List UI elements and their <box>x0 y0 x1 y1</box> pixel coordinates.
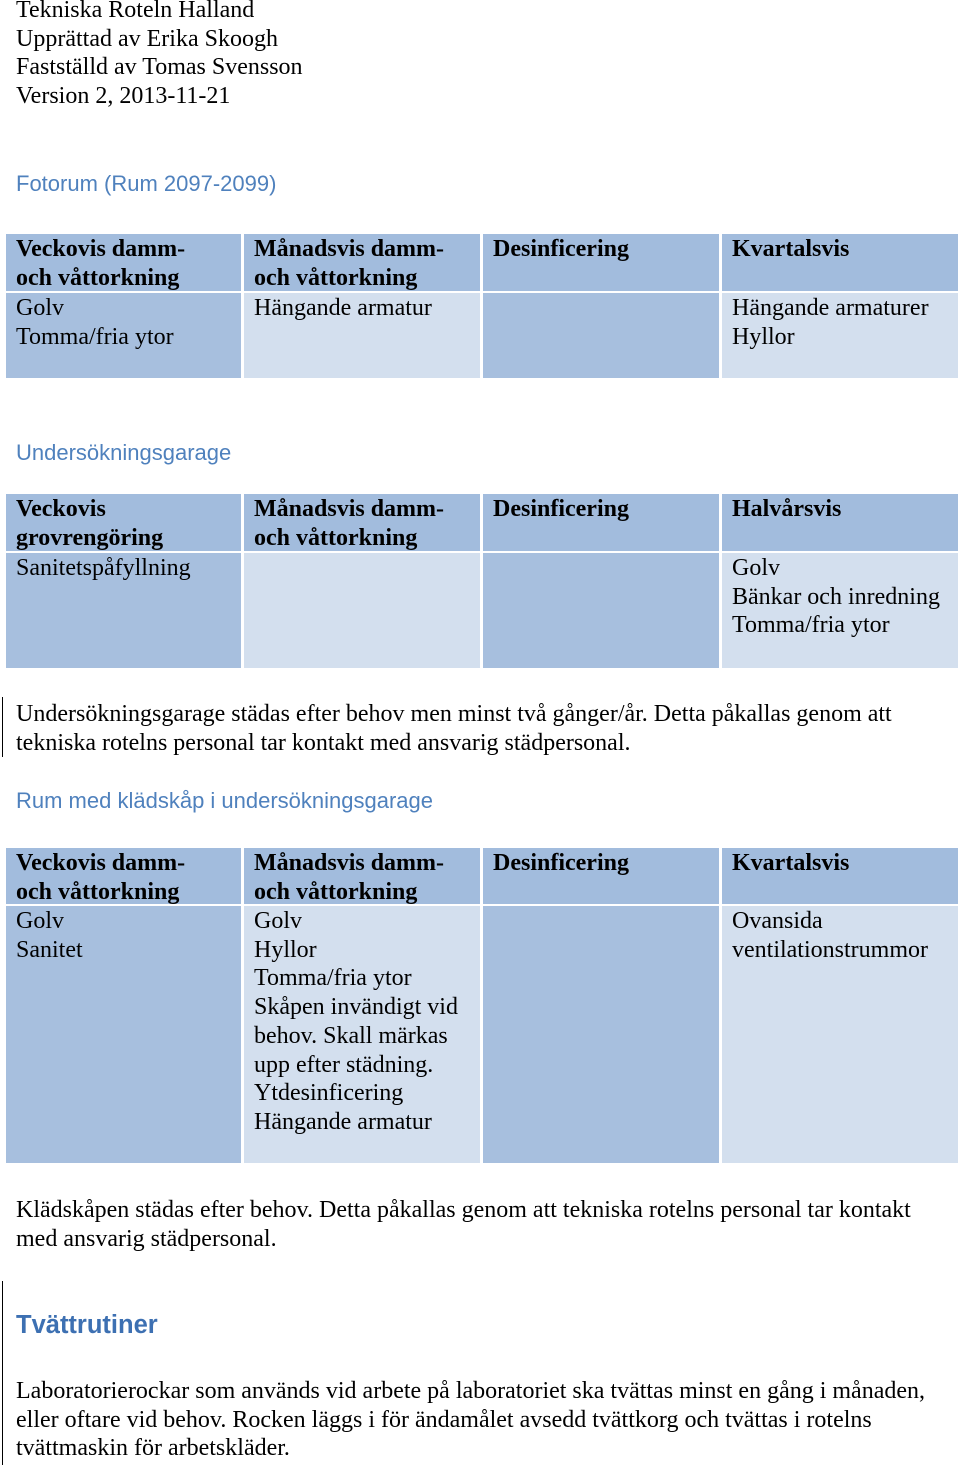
header-cell-disinfection <box>483 494 719 551</box>
cell-line: Golv <box>732 555 780 581</box>
cell-line: Hyllor <box>732 323 795 350</box>
cell-line: grovrengöring <box>16 524 164 551</box>
fotorum-cleaning-table <box>6 234 958 378</box>
cell-line: Hängande armatur <box>254 1108 432 1135</box>
header-cell-quarterly <box>722 234 958 291</box>
cell-line: och våttorkning <box>254 524 418 551</box>
cell-line: Månadsvis damm- <box>254 850 445 876</box>
cell-line: Hängande armaturer <box>732 295 929 321</box>
cell-line: Bänkar och inredning <box>732 583 940 610</box>
body-cell-weekly <box>6 553 241 668</box>
locker-room-cleaning-table <box>6 848 958 1163</box>
prepared-by: Upprättad av Erika Skoogh <box>16 25 278 52</box>
cell-line: Desinficering <box>493 850 629 876</box>
body-cell-quarterly <box>722 293 958 378</box>
paragraph-line: med ansvarig städpersonal. <box>16 1225 277 1252</box>
cell-line: Ovansida <box>732 908 823 934</box>
body-cell-monthly <box>244 293 480 378</box>
cell-line: Veckovis damm- <box>16 236 186 262</box>
header-cell-weekly <box>6 848 241 904</box>
paragraph-line: tvättmaskin för arbetskläder. <box>16 1435 290 1462</box>
change-bar <box>2 697 3 757</box>
cell-line: Hyllor <box>254 936 317 963</box>
body-cell-disinfection <box>483 553 719 668</box>
cell-line: Golv <box>254 908 302 934</box>
cell-line: upp efter städning. <box>254 1051 434 1078</box>
cell-line: Desinficering <box>493 496 629 522</box>
locker-room-note <box>16 1196 911 1253</box>
cell-line: Kvartalsvis <box>732 850 850 876</box>
header-cell-monthly <box>244 494 480 551</box>
change-bar <box>2 1281 3 1465</box>
cell-line: Sanitetspåfyllning <box>16 555 191 581</box>
section-heading-laundry-routines: Tvättrutiner <box>16 1311 158 1339</box>
section-heading-fotorum: Fotorum (Rum 2097-2099) <box>16 171 277 196</box>
body-cell-semiannual <box>722 553 958 668</box>
cell-line: Hängande armatur <box>254 295 432 321</box>
cell-line: ventilationstrummor <box>732 936 928 963</box>
header-cell-monthly <box>244 848 480 904</box>
laundry-routines-paragraph <box>16 1377 925 1463</box>
body-cell-monthly <box>244 906 480 1163</box>
examination-garage-cleaning-table <box>6 494 958 668</box>
body-cell-quarterly <box>722 906 958 1163</box>
header-cell-semiannual <box>722 494 958 551</box>
cell-line: Sanitet <box>16 936 83 963</box>
cell-line: Tomma/fria ytor <box>732 612 890 639</box>
cell-line: och våttorkning <box>16 878 180 904</box>
body-cell-disinfection <box>483 906 719 1163</box>
cell-line: Golv <box>16 908 64 934</box>
cell-line: och våttorkning <box>254 878 418 904</box>
paragraph-line: Klädskåpen städas efter behov. Detta påkallas genom att tekniska rotelns personal tar kontakt <box>16 1197 911 1223</box>
header-cell-weekly <box>6 494 241 551</box>
cell-line: Veckovis <box>16 496 106 522</box>
section-heading-examination-garage: Undersökningsgarage <box>16 440 232 465</box>
cell-line: Veckovis damm- <box>16 850 186 876</box>
paragraph-line: Laboratorierockar som används vid arbete på laboratoriet ska tvättas minst en gång i månaden, <box>16 1378 926 1404</box>
section-heading-locker-room: Rum med klädskåp i undersökningsgarage <box>16 788 434 813</box>
cell-line: Månadsvis damm- <box>254 496 445 522</box>
cell-line: behov. Skall märkas <box>254 1022 448 1049</box>
version-date: Version 2, 2013-11-21 <box>16 83 231 110</box>
header-cell-weekly <box>6 234 241 291</box>
body-cell-weekly <box>6 293 241 378</box>
cell-line: Skåpen invändigt vid <box>254 994 458 1021</box>
cell-line: Kvartalsvis <box>732 236 850 262</box>
approved-by: Fastställd av Tomas Svensson <box>16 54 303 81</box>
document-header <box>16 0 303 111</box>
header-cell-quarterly <box>722 848 958 904</box>
header-cell-monthly <box>244 234 480 291</box>
cell-line: och våttorkning <box>16 264 180 291</box>
body-cell-monthly <box>244 553 480 668</box>
cell-line: Tomma/fria ytor <box>254 965 412 992</box>
header-cell-disinfection <box>483 848 719 904</box>
cell-line: Tomma/fria ytor <box>16 323 174 350</box>
cell-line: Ytdesinficering <box>254 1080 404 1107</box>
paragraph-line: Undersökningsgarage städas efter behov men minst två gånger/år. Detta påkallas genom att <box>16 701 892 727</box>
organization-name: Tekniska Roteln Halland <box>16 0 255 23</box>
cell-line: Månadsvis damm- <box>254 236 445 262</box>
header-cell-disinfection <box>483 234 719 291</box>
cell-line: Golv <box>16 295 64 321</box>
paragraph-line: tekniska rotelns personal tar kontakt med ansvarig städpersonal. <box>16 729 631 756</box>
body-cell-disinfection <box>483 293 719 378</box>
paragraph-line: eller oftare vid behov. Rocken läggs i för ändamålet avsedd tvättkorg och tvättas i rotelns <box>16 1406 872 1433</box>
examination-garage-note <box>16 700 892 757</box>
body-cell-weekly <box>6 906 241 1163</box>
cell-line: Desinficering <box>493 236 629 262</box>
cell-line: och våttorkning <box>254 264 418 291</box>
cell-line: Halvårsvis <box>732 496 842 522</box>
